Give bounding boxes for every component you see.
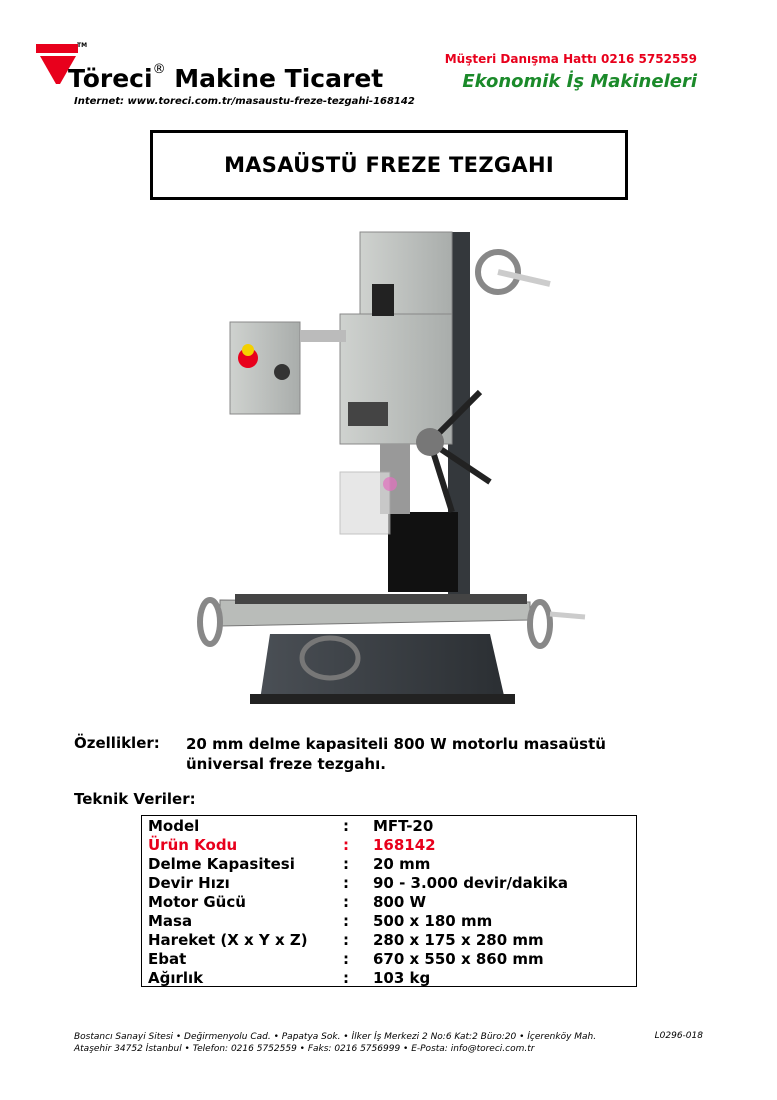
customer-hotline: Müşteri Danışma Hattı 0216 5752559 [444, 52, 697, 66]
footer-line-2: Ataşehir 34752 İstanbul • Telefon: 0216 5752559 • Faks: 0216 5756999 • E-Posta: info@toreci.com.tr [74, 1044, 535, 1054]
footer-address [74, 1031, 596, 1055]
spec-key: Delme Kapasitesi [148, 855, 295, 873]
spec-value: 500 x 180 mm [373, 912, 493, 930]
spec-value: 90 - 3.000 devir/dakika [373, 874, 568, 892]
features-line-2: üniversal freze tezgahı. [186, 755, 386, 773]
spec-value: 280 x 175 x 280 mm [373, 931, 544, 949]
spec-value: MFT-20 [373, 817, 434, 835]
spec-key: Ürün Kodu [148, 836, 238, 854]
spec-sep: : [343, 931, 349, 949]
company-name [68, 64, 383, 93]
spec-key: Ağırlık [148, 969, 204, 987]
slogan: Ekonomik İş Makineleri [462, 71, 697, 92]
registered-mark: ® [152, 62, 166, 77]
document-number: L0296-018 [654, 1031, 703, 1041]
spec-value: 670 x 550 x 860 mm [373, 950, 544, 968]
spec-key: Ebat [148, 950, 187, 968]
page-title: MASAÜSTÜ FREZE TEZGAHI [224, 153, 554, 177]
spec-sep: : [343, 855, 349, 873]
spec-key: Model [148, 817, 200, 835]
technical-label: Teknik Veriler: [74, 790, 196, 808]
trademark: TM [77, 42, 88, 49]
spec-sep: : [343, 969, 349, 987]
spec-sep: : [343, 893, 349, 911]
milling-machine-image [190, 222, 590, 712]
spec-sep: : [343, 950, 349, 968]
features-text [186, 734, 656, 774]
spec-value: 103 kg [373, 969, 431, 987]
features-line-1: 20 mm delme kapasiteli 800 W motorlu masaüstü [186, 735, 606, 753]
spec-sep: : [343, 912, 349, 930]
company-suffix: Makine Ticaret [174, 64, 384, 93]
title-box [150, 130, 628, 200]
spec-value: 20 mm [373, 855, 431, 873]
features-label: Özellikler: [74, 734, 160, 752]
logo-name: Töreci [68, 64, 153, 93]
internet-link[interactable]: Internet: www.toreci.com.tr/masaustu-freze-tezgahi-168142 [74, 96, 415, 107]
spec-table [141, 815, 637, 987]
spec-key: Motor Gücü [148, 893, 246, 911]
spec-value: 168142 [373, 836, 436, 854]
spec-sep: : [343, 817, 349, 835]
spec-sep: : [343, 874, 349, 892]
spec-key: Masa [148, 912, 193, 930]
spec-key: Hareket (X x Y x Z) [148, 931, 308, 949]
spec-key: Devir Hızı [148, 874, 230, 892]
spec-value: 800 W [373, 893, 427, 911]
spec-sep: : [343, 836, 349, 854]
footer-line-1: Bostancı Sanayi Sitesi • Değirmenyolu Cad. • Papatya Sok. • İlker İş Merkezi 2 No:6 Kat:2 Büro:20 • İçerenköy Mah. [74, 1032, 597, 1042]
